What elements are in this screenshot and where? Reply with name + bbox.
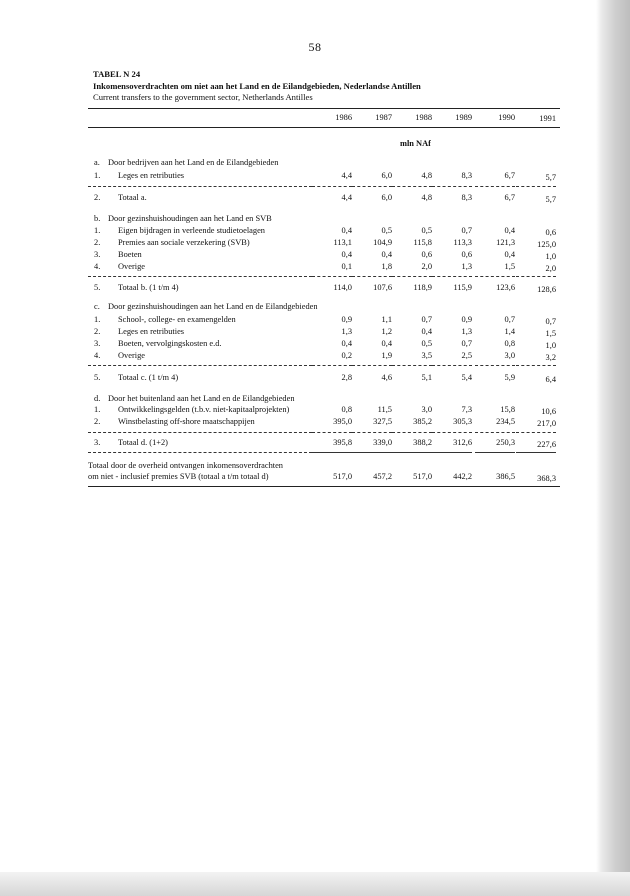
row-marker: 2. bbox=[94, 417, 101, 426]
table-row bbox=[0, 249, 630, 260]
cell-value: 121,3 bbox=[496, 238, 515, 247]
cell-value: 113,3 bbox=[453, 238, 472, 247]
page-bottom-edge bbox=[0, 872, 630, 896]
cell-value: 115,8 bbox=[413, 238, 432, 247]
subtotal-rule bbox=[392, 186, 432, 187]
cell-value: 5,4 bbox=[461, 373, 472, 382]
header-top-rule bbox=[88, 108, 560, 109]
cell-value: 250,3 bbox=[496, 438, 515, 447]
cell-value: 0,4 bbox=[381, 250, 392, 259]
table-bottom-rule bbox=[88, 486, 560, 487]
cell-value: 368,3 bbox=[537, 474, 556, 483]
cell-value: 2,0 bbox=[421, 262, 432, 271]
row-marker: 1. bbox=[94, 315, 101, 324]
cell-value: 6,0 bbox=[381, 171, 392, 180]
row-label: Totaal door de overheid ontvangen inkomensoverdrachten bbox=[88, 461, 283, 470]
row-marker: 3. bbox=[94, 339, 101, 348]
unit-label: mln NAf bbox=[400, 139, 431, 148]
table-row bbox=[0, 404, 630, 415]
table-row bbox=[0, 350, 630, 361]
cell-value: 0,6 bbox=[461, 250, 472, 259]
subtotal-rule bbox=[392, 365, 432, 366]
cell-value: 15,8 bbox=[500, 405, 515, 414]
row-marker: 1. bbox=[94, 171, 101, 180]
grand-total-rule bbox=[352, 452, 392, 453]
cell-value: 8,3 bbox=[461, 193, 472, 202]
cell-value: 0,5 bbox=[421, 226, 432, 235]
cell-value: 385,2 bbox=[413, 417, 432, 426]
section-heading bbox=[0, 301, 630, 312]
cell-value: 104,9 bbox=[373, 238, 392, 247]
section-heading bbox=[0, 213, 630, 224]
cell-value: 457,2 bbox=[373, 472, 392, 481]
row-marker: 2. bbox=[94, 193, 101, 202]
section-heading bbox=[0, 393, 630, 404]
cell-value: 6,7 bbox=[504, 193, 515, 202]
subtotal-rule bbox=[352, 276, 392, 277]
subtotal-rule bbox=[516, 186, 556, 187]
subtotal-rule bbox=[312, 432, 352, 433]
grand-total-line-1 bbox=[0, 460, 630, 471]
row-label: Winstbelasting off-shore maatschappijen bbox=[118, 417, 255, 426]
cell-value: 3,0 bbox=[504, 351, 515, 360]
table-row bbox=[0, 261, 630, 272]
row-label: Boeten bbox=[118, 250, 142, 259]
subtotal-rule bbox=[88, 276, 312, 277]
table-row bbox=[0, 338, 630, 349]
cell-value: 11,5 bbox=[377, 405, 392, 414]
row-marker: 5. bbox=[94, 373, 101, 382]
cell-value: 0,4 bbox=[504, 250, 515, 259]
cell-value: 5,9 bbox=[504, 373, 515, 382]
subtotal-row bbox=[0, 372, 630, 383]
table-row bbox=[0, 416, 630, 427]
row-label: Eigen bijdragen in verleende studietoelagen bbox=[118, 226, 265, 235]
grand-total-rule bbox=[392, 452, 432, 453]
cell-value: 4,4 bbox=[341, 193, 352, 202]
cell-value: 1,5 bbox=[504, 262, 515, 271]
grand-total-line-2 bbox=[0, 471, 630, 482]
row-label: om niet - inclusief premies SVB (totaal a t/m totaal d) bbox=[88, 472, 269, 481]
row-marker: 3. bbox=[94, 438, 101, 447]
subtotal-rule bbox=[312, 186, 352, 187]
header-bottom-rule bbox=[88, 127, 560, 128]
table-title-block bbox=[93, 69, 421, 104]
grand-total-rule bbox=[475, 452, 515, 453]
row-label: Premies aan sociale verzekering (SVB) bbox=[118, 238, 250, 247]
cell-value: 113,1 bbox=[333, 238, 352, 247]
cell-value: 6,7 bbox=[504, 171, 515, 180]
cell-value: 234,5 bbox=[496, 417, 515, 426]
cell-value: 0,4 bbox=[421, 327, 432, 336]
subtotal-rule bbox=[352, 365, 392, 366]
cell-value: 0,7 bbox=[421, 315, 432, 324]
cell-value: 395,8 bbox=[333, 438, 352, 447]
subtotal-row bbox=[0, 192, 630, 203]
subtotal-rule bbox=[88, 186, 312, 187]
row-marker: 1. bbox=[94, 226, 101, 235]
subtotal-rule bbox=[88, 432, 312, 433]
cell-value: 114,0 bbox=[333, 283, 352, 292]
cell-value: 0,9 bbox=[461, 315, 472, 324]
cell-value: 388,2 bbox=[413, 438, 432, 447]
cell-value: 0,8 bbox=[341, 405, 352, 414]
row-marker: 2. bbox=[94, 238, 101, 247]
grand-total-rule bbox=[312, 452, 352, 453]
table-row bbox=[0, 237, 630, 248]
cell-value: 2,8 bbox=[341, 373, 352, 382]
row-label: Totaal b. (1 t/m 4) bbox=[118, 283, 179, 292]
cell-value: 1,9 bbox=[381, 351, 392, 360]
cell-value: 312,6 bbox=[453, 438, 472, 447]
table-row bbox=[0, 314, 630, 325]
cell-value: 0,7 bbox=[461, 339, 472, 348]
cell-value: 4,4 bbox=[341, 171, 352, 180]
cell-value: 0,4 bbox=[341, 250, 352, 259]
cell-value: 115,9 bbox=[453, 283, 472, 292]
subtotal-rule bbox=[352, 186, 392, 187]
cell-value: 125,0 bbox=[537, 240, 556, 249]
cell-value: 442,2 bbox=[453, 472, 472, 481]
row-label: School-, college- en examengelden bbox=[118, 315, 236, 324]
cell-value: 118,9 bbox=[413, 283, 432, 292]
row-label: Door bedrijven aan het Land en de Eilandgebieden bbox=[108, 158, 279, 167]
cell-value: 339,0 bbox=[373, 438, 392, 447]
cell-value: 0,5 bbox=[421, 339, 432, 348]
cell-value: 0,4 bbox=[341, 226, 352, 235]
row-label: Door gezinshuishoudingen aan het Land en SVB bbox=[108, 214, 272, 223]
cell-value: 1,3 bbox=[461, 327, 472, 336]
cell-value: 6,0 bbox=[381, 193, 392, 202]
subtotal-rule bbox=[88, 365, 312, 366]
row-marker: d. bbox=[94, 394, 101, 403]
subtotal-rule bbox=[432, 365, 472, 366]
subtotal-rule bbox=[352, 432, 392, 433]
cell-value: 395,0 bbox=[333, 417, 352, 426]
cell-value: 1,2 bbox=[381, 327, 392, 336]
cell-value: 107,6 bbox=[373, 283, 392, 292]
year-header: 1987 bbox=[375, 113, 392, 122]
section-heading bbox=[0, 157, 630, 168]
row-marker: 5. bbox=[94, 283, 101, 292]
year-header: 1990 bbox=[498, 113, 515, 122]
cell-value: 1,8 bbox=[381, 262, 392, 271]
cell-value: 7,3 bbox=[461, 405, 472, 414]
cell-value: 227,6 bbox=[537, 440, 556, 449]
cell-value: 1,4 bbox=[504, 327, 515, 336]
row-label: Overige bbox=[118, 262, 145, 271]
table-title-english: Current transfers to the government sector, Netherlands Antilles bbox=[93, 92, 313, 102]
subtotal-rule bbox=[475, 186, 515, 187]
cell-value: 0,7 bbox=[461, 226, 472, 235]
cell-value: 3,2 bbox=[545, 353, 556, 362]
cell-value: 1,1 bbox=[381, 315, 392, 324]
subtotal-rule bbox=[475, 276, 515, 277]
cell-value: 517,0 bbox=[413, 472, 432, 481]
year-header: 1986 bbox=[335, 113, 352, 122]
cell-value: 1,0 bbox=[545, 341, 556, 350]
year-header: 1988 bbox=[415, 113, 432, 122]
subtotal-rule bbox=[516, 432, 556, 433]
table-label: TABEL N 24 bbox=[93, 69, 141, 79]
cell-value: 386,5 bbox=[496, 472, 515, 481]
cell-value: 0,4 bbox=[341, 339, 352, 348]
row-marker: 3. bbox=[94, 250, 101, 259]
row-marker: b. bbox=[94, 214, 101, 223]
year-header: 1991 bbox=[539, 114, 556, 123]
subtotal-rule bbox=[516, 276, 556, 277]
cell-value: 0,4 bbox=[381, 339, 392, 348]
row-marker: c. bbox=[94, 302, 100, 311]
row-label: Door het buitenland aan het Land en de Eilandgebieden bbox=[108, 394, 295, 403]
cell-value: 0,9 bbox=[341, 315, 352, 324]
cell-value: 5,1 bbox=[421, 373, 432, 382]
row-marker: 4. bbox=[94, 351, 101, 360]
cell-value: 4,8 bbox=[421, 193, 432, 202]
cell-value: 0,7 bbox=[545, 317, 556, 326]
subtotal-rule bbox=[475, 432, 515, 433]
row-label: Overige bbox=[118, 351, 145, 360]
cell-value: 0,6 bbox=[545, 228, 556, 237]
cell-value: 3,0 bbox=[421, 405, 432, 414]
grand-total-rule bbox=[88, 452, 312, 453]
subtotal-row bbox=[0, 282, 630, 293]
cell-value: 1,5 bbox=[545, 329, 556, 338]
cell-value: 0,5 bbox=[381, 226, 392, 235]
cell-value: 10,6 bbox=[541, 407, 556, 416]
row-marker: 2. bbox=[94, 327, 101, 336]
row-label: Leges en retributies bbox=[118, 171, 185, 180]
subtotal-rule bbox=[475, 365, 515, 366]
cell-value: 8,3 bbox=[461, 171, 472, 180]
cell-value: 3,5 bbox=[421, 351, 432, 360]
page-number: 58 bbox=[308, 40, 322, 54]
subtotal-rule bbox=[312, 276, 352, 277]
subtotal-rule bbox=[516, 365, 556, 366]
cell-value: 2,5 bbox=[461, 351, 472, 360]
row-marker: 4. bbox=[94, 262, 101, 271]
cell-value: 327,5 bbox=[373, 417, 392, 426]
cell-value: 0,7 bbox=[504, 315, 515, 324]
cell-value: 1,0 bbox=[545, 252, 556, 261]
cell-value: 4,8 bbox=[421, 171, 432, 180]
row-label: Totaal a. bbox=[118, 193, 147, 202]
cell-value: 4,6 bbox=[381, 373, 392, 382]
cell-value: 517,0 bbox=[333, 472, 352, 481]
cell-value: 1,3 bbox=[461, 262, 472, 271]
subtotal-row bbox=[0, 437, 630, 448]
cell-value: 217,0 bbox=[537, 419, 556, 428]
cell-value: 123,6 bbox=[496, 283, 515, 292]
table-title-dutch: Inkomensoverdrachten om niet aan het Land en de Eilandgebieden, Nederlandse Antillen bbox=[93, 80, 421, 91]
row-label: Totaal c. (1 t/m 4) bbox=[118, 373, 179, 382]
subtotal-rule bbox=[392, 432, 432, 433]
subtotal-rule bbox=[312, 365, 352, 366]
cell-value: 0,6 bbox=[421, 250, 432, 259]
row-label: Boeten, vervolgingskosten e.d. bbox=[118, 339, 222, 348]
cell-value: 0,2 bbox=[341, 351, 352, 360]
cell-value: 1,3 bbox=[341, 327, 352, 336]
row-marker: 1. bbox=[94, 405, 101, 414]
cell-value: 0,8 bbox=[504, 339, 515, 348]
table-row bbox=[0, 326, 630, 337]
subtotal-rule bbox=[432, 432, 472, 433]
row-marker: a. bbox=[94, 158, 100, 167]
table-row bbox=[0, 170, 630, 181]
subtotal-rule bbox=[432, 276, 472, 277]
year-header: 1989 bbox=[455, 113, 472, 122]
row-label: Totaal d. (1+2) bbox=[118, 438, 168, 447]
cell-value: 5,7 bbox=[545, 173, 556, 182]
cell-value: 305,3 bbox=[453, 417, 472, 426]
grand-total-rule bbox=[432, 452, 472, 453]
grand-total-rule bbox=[516, 452, 556, 453]
row-label: Ontwikkelingsgelden (t.b.v. niet-kapitaalprojekten) bbox=[118, 405, 290, 414]
cell-value: 0,1 bbox=[341, 262, 352, 271]
cell-value: 5,7 bbox=[545, 195, 556, 204]
cell-value: 6,4 bbox=[545, 375, 556, 384]
subtotal-rule bbox=[432, 186, 472, 187]
row-label: Leges en retributies bbox=[118, 327, 185, 336]
cell-value: 2,0 bbox=[545, 264, 556, 273]
row-label: Door gezinshuishoudingen aan het Land en de Eilandgebieden bbox=[108, 302, 318, 311]
cell-value: 128,6 bbox=[537, 285, 556, 294]
subtotal-rule bbox=[392, 276, 432, 277]
cell-value: 0,4 bbox=[504, 226, 515, 235]
table-row bbox=[0, 225, 630, 236]
